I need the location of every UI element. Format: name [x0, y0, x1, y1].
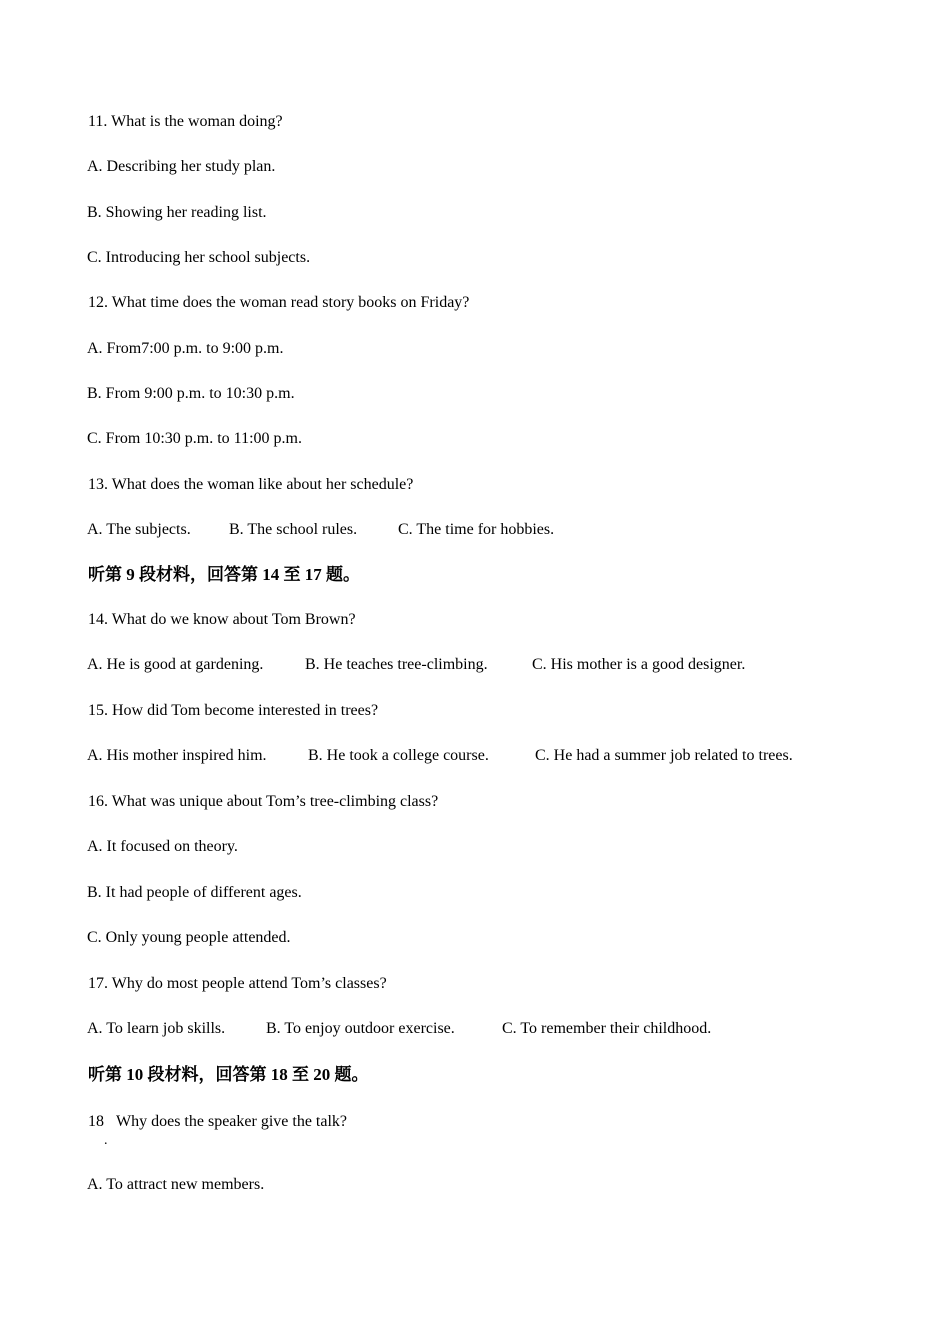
q16-option-c: C. Only young people attended.: [87, 929, 291, 946]
q15-options-row: [87, 746, 793, 766]
question-18-text: Why does the speaker give the talk?: [116, 1113, 348, 1130]
section-10-heading: 听第 10 段材料，回答第 18 至 20 题。: [88, 1065, 369, 1084]
q15-option-c: C. He had a summer job related to trees.: [535, 747, 793, 764]
q15-option-b: B. He took a college course.: [308, 747, 489, 764]
question-12: 12. What time does the woman read story books on Friday?: [88, 294, 470, 311]
q14-option-a: A. He is good at gardening.: [87, 656, 264, 673]
q14-option-c: C. His mother is a good designer.: [532, 656, 746, 673]
question-13: 13. What does the woman like about her schedule?: [88, 476, 414, 493]
q17-options-row: [87, 1019, 711, 1039]
q13-option-a: A. The subjects.: [87, 521, 191, 538]
q11-option-c: C. Introducing her school subjects.: [87, 249, 311, 266]
q14-option-b: B. He teaches tree-climbing.: [305, 656, 488, 673]
q12-option-c: C. From 10:30 p.m. to 11:00 p.m.: [87, 430, 302, 447]
question-18-dot: .: [104, 1133, 108, 1148]
section-9-heading: 听第 9 段材料，回答第 14 至 17 题。: [88, 565, 360, 584]
question-16: 16. What was unique about Tom’s tree-climbing class?: [88, 793, 439, 810]
q13-option-b: B. The school rules.: [229, 521, 358, 538]
q13-option-c: C. The time for hobbies.: [398, 521, 555, 538]
q17-option-a: A. To learn job skills.: [87, 1020, 226, 1037]
q17-option-b: B. To enjoy outdoor exercise.: [266, 1020, 455, 1037]
q14-options-row: [87, 655, 745, 675]
q11-option-a: A. Describing her study plan.: [87, 158, 276, 175]
q13-options-row: [87, 520, 554, 540]
q11-option-b: B. Showing her reading list.: [87, 204, 267, 221]
question-17: 17. Why do most people attend Tom’s classes?: [88, 975, 387, 992]
question-18: [88, 1112, 347, 1132]
q18-option-a: A. To attract new members.: [87, 1176, 265, 1193]
q12-option-b: B. From 9:00 p.m. to 10:30 p.m.: [87, 385, 295, 402]
q17-option-c: C. To remember their childhood.: [502, 1020, 712, 1037]
question-11: 11. What is the woman doing?: [88, 113, 283, 130]
question-14: 14. What do we know about Tom Brown?: [88, 611, 356, 628]
q12-option-a: A. From7:00 p.m. to 9:00 p.m.: [87, 340, 284, 357]
question-15: 15. How did Tom become interested in trees?: [88, 702, 379, 719]
q15-option-a: A. His mother inspired him.: [87, 747, 267, 764]
question-18-number: 18: [88, 1113, 104, 1130]
q16-option-a: A. It focused on theory.: [87, 838, 238, 855]
q16-option-b: B. It had people of different ages.: [87, 884, 302, 901]
